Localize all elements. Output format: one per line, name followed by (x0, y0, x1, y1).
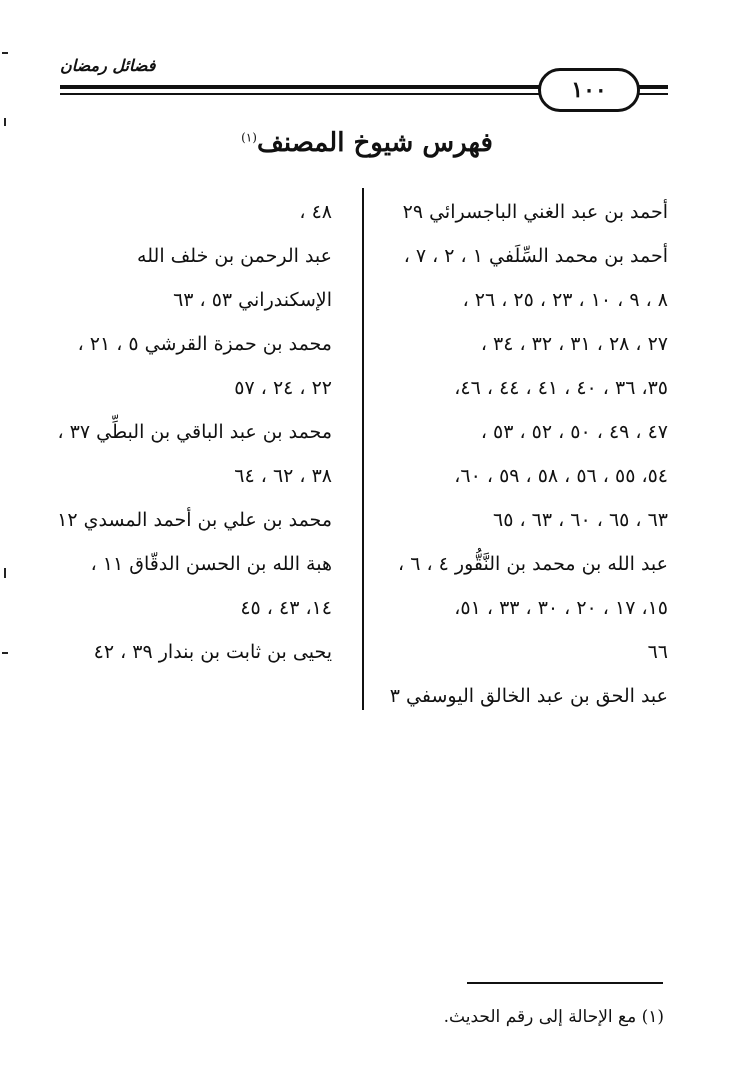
index-line: ١٥، ١٧ ، ٢٠ ، ٣٠ ، ٣٣ ، ٥١، (454, 597, 668, 619)
index-line: ١٤، ٤٣ ، ٤٥ (240, 597, 332, 619)
page-title-text: فهرس شيوخ المصنف (256, 128, 493, 158)
scan-mark (4, 118, 6, 126)
index-line: ٤٧ ، ٤٩ ، ٥٠ ، ٥٢ ، ٥٣ ، (480, 421, 668, 443)
index-line: أحمد بن محمد السِّلَفي ١ ، ٢ ، ٧ ، (403, 245, 668, 267)
page-number: ١٠٠ (538, 68, 640, 112)
index-line: عبد الحق بن عبد الخالق اليوسفي ٣ (389, 685, 668, 707)
footnote-rule (467, 982, 663, 984)
running-title: فضائل رمضان (60, 56, 156, 75)
index-line: ٨ ، ٩ ، ١٠ ، ٢٣ ، ٢٥ ، ٢٦ ، (462, 289, 668, 311)
footnote-ref: (١) (241, 130, 257, 145)
scan-mark (4, 568, 6, 578)
index-line: ٥٤، ٥٥ ، ٥٦ ، ٥٨ ، ٥٩ ، ٦٠، (454, 465, 668, 487)
index-line: محمد بن عبد الباقي بن البطِّي ٣٧ ، (57, 421, 332, 443)
index-line: الإسكندراني ٥٣ ، ٦٣ (173, 289, 332, 311)
scan-mark (2, 652, 8, 654)
index-line: ٢٧ ، ٢٨ ، ٣١ ، ٣٢ ، ٣٤ ، (480, 333, 668, 355)
index-line: ٦٦ (647, 641, 668, 663)
index-line: عبد الله بن محمد بن النَّقُّور ٤ ، ٦ ، (398, 553, 668, 575)
index-column-right (368, 190, 668, 718)
index-line: ٤٨ ، (299, 201, 332, 223)
index-line: ٢٢ ، ٢٤ ، ٥٧ (234, 377, 332, 399)
index-column-left (47, 190, 332, 674)
index-line: عبد الرحمن بن خلف الله (137, 245, 332, 267)
index-line: محمد بن حمزة القرشي ٥ ، ٢١ ، (77, 333, 332, 355)
index-line: يحيى بن ثابت بن بندار ٣٩ ، ٤٢ (93, 641, 332, 663)
index-line: أحمد بن عبد الغني الباجسرائي ٢٩ (402, 201, 668, 223)
page-title (0, 128, 734, 158)
index-line: محمد بن علي بن أحمد المسدي ١٢ (57, 509, 332, 531)
scan-mark (2, 52, 8, 54)
index-line: ٦٣ ، ٦٥ ، ٦٠ ، ٦٣ ، ٦٥ (493, 509, 668, 531)
index-line: ٣٨ ، ٦٢ ، ٦٤ (234, 465, 332, 487)
column-divider (362, 188, 364, 710)
footnote: (١) مع الإحالة إلى رقم الحديث. (443, 1007, 664, 1027)
index-line: ٣٥، ٣٦ ، ٤٠ ، ٤١ ، ٤٤ ، ٤٦، (454, 377, 668, 399)
index-line: هبة الله بن الحسن الدقّاق ١١ ، (90, 553, 332, 575)
